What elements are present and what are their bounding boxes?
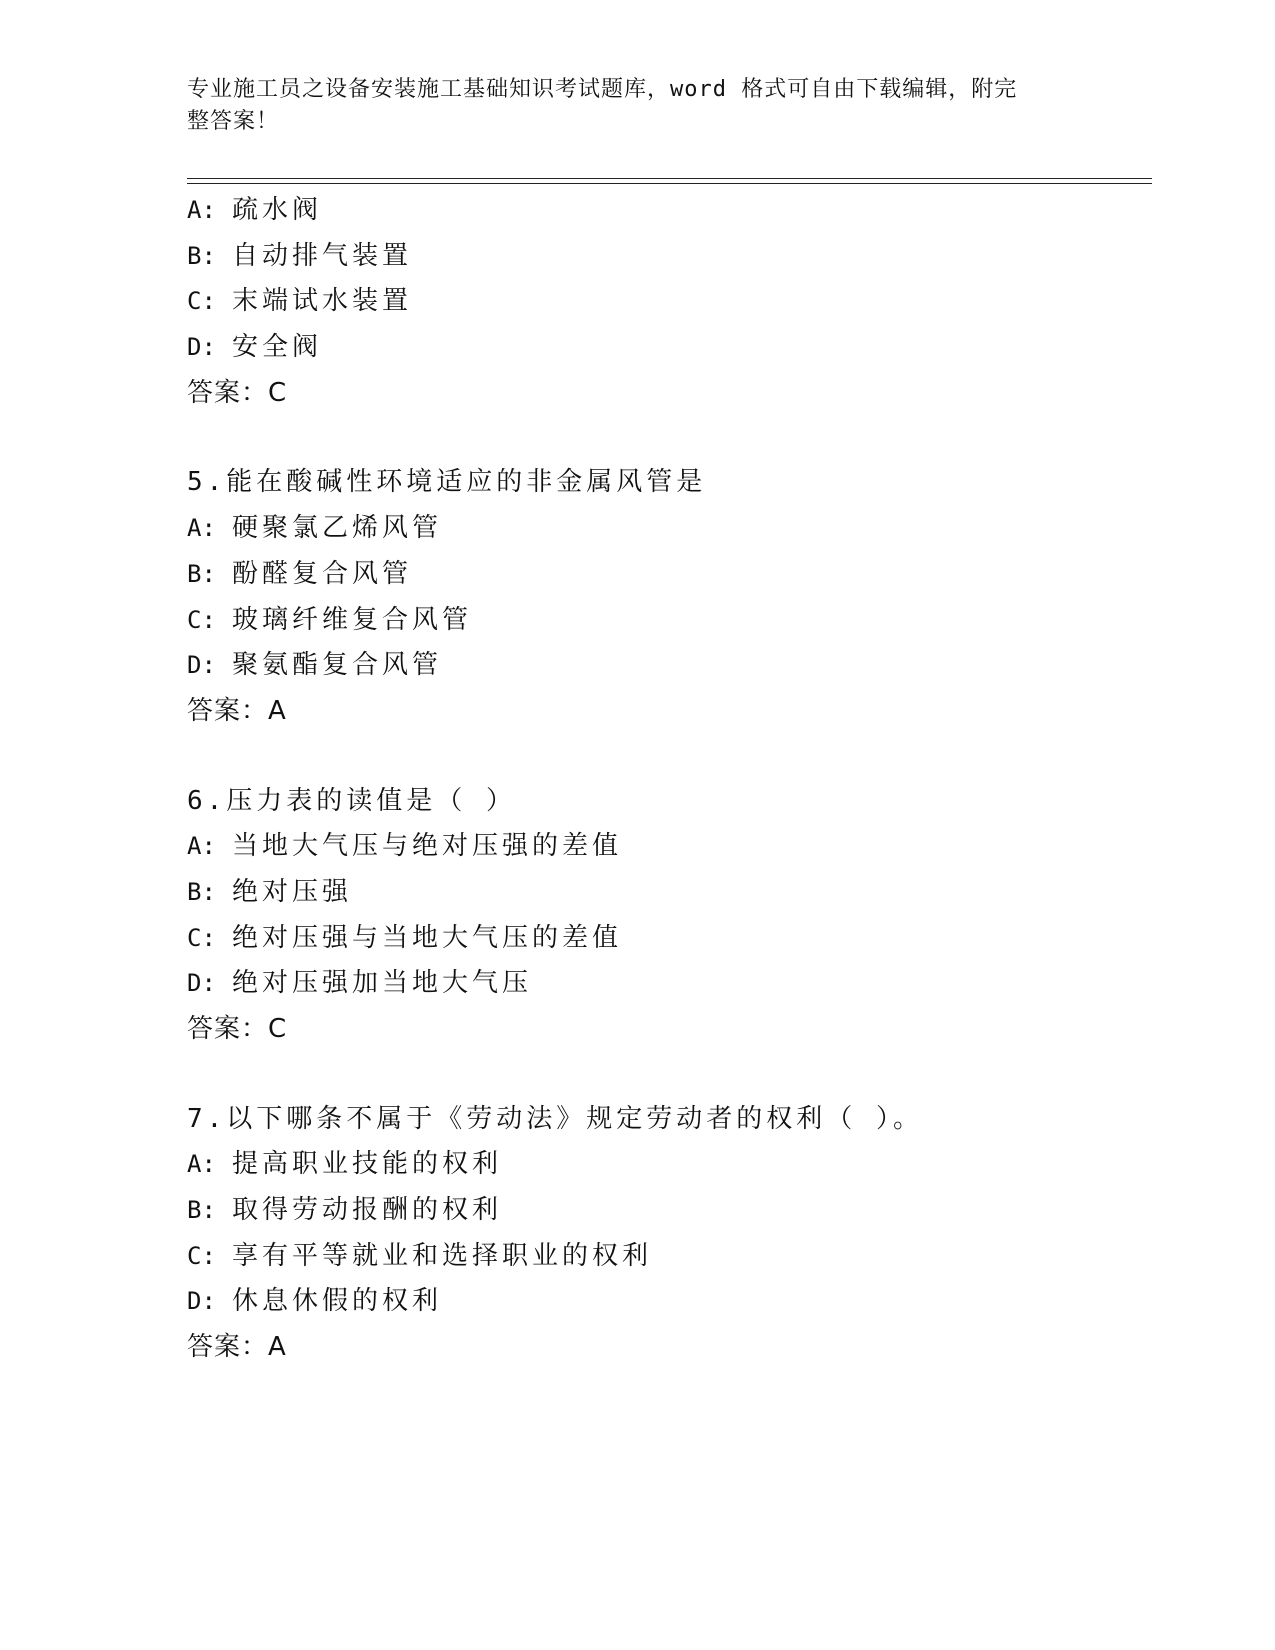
header-divider-bottom (187, 183, 1152, 184)
option-key: B: (187, 877, 216, 906)
option-text: 末端试水装置 (232, 286, 413, 317)
option-text: 绝对压强与当地大气压的差值 (232, 922, 623, 953)
option-key: A: (187, 514, 216, 543)
option-text: 聚氨酯复合风管 (232, 650, 443, 681)
option-text: 绝对压强 (232, 876, 353, 907)
option-text: 硬聚氯乙烯风管 (232, 513, 443, 544)
question-6 (187, 779, 1147, 1053)
option-text: 取得劳动报酬的权利 (232, 1195, 503, 1226)
option-key: B: (187, 241, 216, 270)
document-header (187, 74, 1067, 138)
option-d (187, 643, 1147, 689)
option-text: 自动排气装置 (232, 240, 413, 271)
option-c (187, 1234, 1147, 1280)
option-a (187, 188, 1147, 234)
option-text: 提高职业技能的权利 (232, 1149, 503, 1180)
header-divider-top (187, 178, 1152, 179)
option-key: A: (187, 1150, 216, 1179)
question-stem: 6.压力表的读值是（ ） (187, 785, 516, 816)
spacer (187, 416, 1147, 460)
option-b (187, 552, 1147, 598)
header-line-2: 整答案！ (187, 109, 280, 134)
option-a (187, 824, 1147, 870)
option-text: 玻璃纤维复合风管 (232, 604, 473, 635)
option-text: 酚醛复合风管 (232, 558, 413, 589)
question-list (187, 188, 1147, 1371)
option-key: C: (187, 1241, 216, 1270)
option-d (187, 961, 1147, 1007)
option-key: A: (187, 196, 216, 224)
question-7 (187, 1097, 1147, 1371)
option-b (187, 870, 1147, 916)
option-key: D: (187, 969, 216, 998)
option-key: D: (187, 333, 216, 362)
option-key: C: (187, 605, 216, 634)
option-text: 享有平等就业和选择职业的权利 (232, 1240, 653, 1271)
spacer (187, 735, 1147, 779)
question-stem: 7.以下哪条不属于《劳动法》规定劳动者的权利（ ）。 (187, 1103, 923, 1134)
option-d (187, 1279, 1147, 1325)
answer-line: 答案：C (187, 377, 288, 408)
question-5 (187, 460, 1147, 734)
question-stem: 5.能在酸碱性环境适应的非金属风管是 (187, 467, 707, 498)
question-4-continued (187, 188, 1147, 416)
option-key: A: (187, 832, 216, 861)
option-c (187, 916, 1147, 962)
option-d (187, 325, 1147, 371)
spacer (187, 1053, 1147, 1097)
option-b (187, 1188, 1147, 1234)
header-line-1: 专业施工员之设备安装施工基础知识考试题库，word 格式可自由下载编辑，附完 (187, 77, 1018, 102)
option-text: 绝对压强加当地大气压 (232, 968, 533, 999)
answer-line: 答案：A (187, 1332, 287, 1363)
option-key: D: (187, 651, 216, 680)
option-b (187, 234, 1147, 280)
option-key: C: (187, 287, 216, 316)
option-text: 安全阀 (232, 332, 323, 363)
option-key: B: (187, 559, 216, 588)
answer-line: 答案：A (187, 695, 287, 726)
option-key: D: (187, 1287, 216, 1316)
option-text: 疏水阀 (232, 195, 323, 225)
option-c (187, 279, 1147, 325)
option-text: 休息休假的权利 (232, 1286, 443, 1317)
option-key: C: (187, 923, 216, 952)
option-a (187, 1142, 1147, 1188)
option-c (187, 598, 1147, 644)
option-text: 当地大气压与绝对压强的差值 (232, 831, 623, 862)
answer-line: 答案：C (187, 1014, 288, 1044)
option-key: B: (187, 1196, 216, 1225)
option-a (187, 506, 1147, 552)
